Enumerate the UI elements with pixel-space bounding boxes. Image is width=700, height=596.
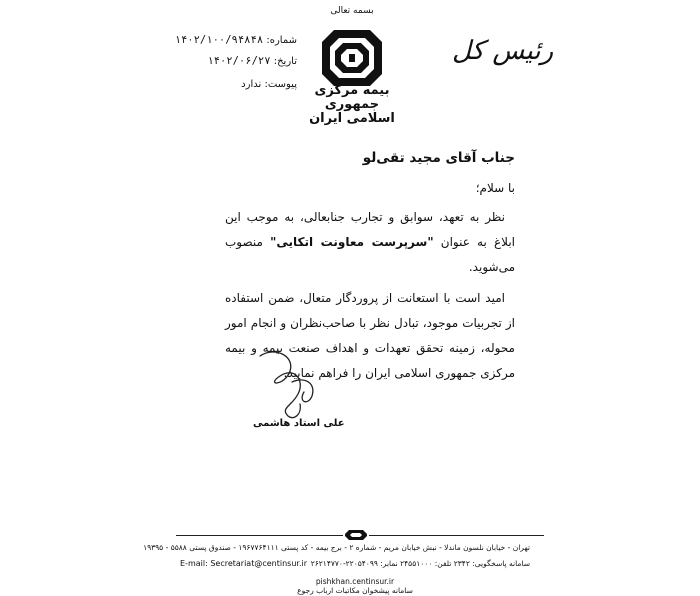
org-name-line1: بیمه مرکزی	[314, 83, 390, 98]
footer-emblem-icon	[343, 529, 369, 541]
attachment-label: پیوست:	[264, 79, 297, 90]
signer-name: علی استاد هاشمی	[253, 418, 345, 429]
footer-address: تهران - خیابان نلسون ماندلا - نبش خیابان مریم - شماره ۲ - برج بیمه - کد پستی ۱۹۶۷۷۶۴۱۱۱ - صندوق پستی ۵۵۸۸ - ۱۹۳۹۵	[143, 543, 530, 552]
central-insurance-logo-icon	[322, 30, 382, 86]
number-label: شماره:	[266, 35, 297, 46]
organization-name	[302, 84, 402, 126]
footer-portal-label: سامانه پیشخوان مکاتبات ارباب رجوع	[297, 586, 413, 595]
footer-email[interactable]: E-mail: Secretariat@centinsur.ir	[180, 559, 308, 568]
signature-icon	[250, 346, 330, 426]
letter-date	[207, 55, 297, 67]
recipient: جناب آقای مجید تقی‌لو	[362, 150, 515, 166]
footer-phone-info: سامانه پاسخگویی: ۲۳۴۲ تلفن: ۲۴۵۵۱۰۰۰ نمابر: ۲۲۰۵۴۰۹۹-۲۶۲۱۴۷۷۰	[310, 559, 530, 568]
footer-contact	[180, 559, 530, 568]
footer-portal-url[interactable]: pishkhan.centinsur.ir	[315, 577, 395, 586]
paragraph-appointment	[225, 205, 515, 280]
org-name-line2: جمهوری اسلامی ایران	[309, 97, 395, 126]
letter-attachment	[241, 79, 297, 90]
date-value: ۱۴۰۲/۰۶/۲۷	[207, 55, 271, 67]
paragraph-hope: امید است با استعانت از پروردگار متعال، ضمن استفاده از تجربیات موجود، تبادل نظر با صاحب‌نظران و انجام امور محوله، زمینه تحقق تعهدات و اهداف صنعت بیمه و بیمه مرکزی جمهوری اسلامی ایران را فراهم نمایید.	[225, 291, 515, 380]
basmala: بسمه تعالی	[330, 6, 374, 16]
letter-number	[175, 34, 297, 46]
footer-portal	[180, 577, 530, 595]
appointment-title: "سرپرست معاونت اتکایی"	[270, 235, 434, 249]
attachment-value: ندارد	[241, 79, 262, 90]
date-label: تاریخ:	[273, 56, 297, 67]
paragraph-appointment-end: منصوب می‌شوید.	[225, 235, 515, 274]
paragraph-appointment-start: نظر به تعهد، سوابق و تجارب جنابعالی، به موجب این ابلاغ به عنوان	[225, 210, 515, 249]
greeting: با سلام؛	[475, 181, 515, 195]
president-title: رئیس کل	[452, 36, 554, 66]
number-value: ۱۴۰۲/۱۰۰/۹۴۸۴۸	[174, 34, 264, 46]
